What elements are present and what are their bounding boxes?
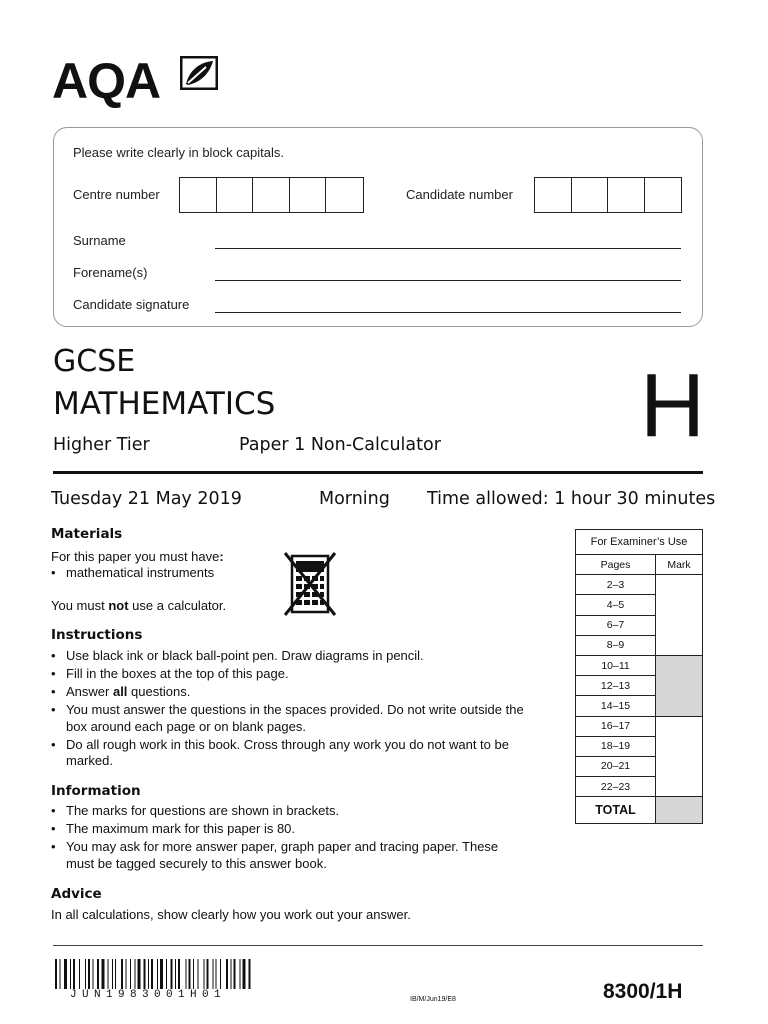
answer-all-pre: Answer: [66, 684, 113, 699]
title-divider: [53, 471, 703, 474]
materials-intro-text: For this paper you must have: [51, 549, 220, 564]
mark-cell: [656, 575, 703, 656]
list-item: • You may ask for more answer paper, graph paper and tracing paper. These must be tagged securely to this answer book.: [51, 839, 511, 872]
list-item: [51, 684, 541, 701]
barcode-bar: [240, 959, 241, 989]
centre-digit-box[interactable]: [180, 178, 217, 212]
pages-column-header: Pages: [576, 555, 656, 575]
document-reference: IB/M/Jun19/E8: [410, 996, 456, 1003]
page-range: 18–19: [576, 736, 656, 756]
page-range: 10–11: [576, 655, 656, 675]
barcode-bar: [102, 959, 105, 989]
page-range: 12–13: [576, 676, 656, 696]
barcode-bar: [189, 959, 191, 989]
exam-date: Tuesday 21 May 2019: [51, 489, 242, 509]
paper-label: Paper 1 Non-Calculator: [239, 435, 441, 455]
instructions-heading: Instructions: [51, 627, 143, 643]
barcode-bar: [97, 959, 99, 989]
page-range: 20–21: [576, 756, 656, 776]
barcode-bar: [151, 959, 153, 989]
barcode-bar: [231, 959, 232, 989]
exam-session: Morning: [319, 489, 390, 509]
barcode-bar: [85, 959, 86, 989]
barcode-bar: [198, 959, 199, 989]
list-item: • Use black ink or black ball-point pen. Draw diagrams in pencil.: [51, 648, 541, 665]
materials-heading: Materials: [51, 526, 123, 542]
barcode-bar: [60, 959, 61, 989]
materials-intro-colon: :: [219, 549, 224, 564]
time-allowed: Time allowed: 1 hour 30 minutes: [427, 489, 716, 509]
page-range: 8–9: [576, 635, 656, 655]
barcode-bar: [93, 959, 94, 989]
leaf-icon: [180, 56, 218, 90]
signature-label: Candidate signature: [73, 297, 190, 312]
qualification-title: GCSE: [53, 344, 136, 379]
candidate-digit-box[interactable]: [572, 178, 609, 212]
total-label: TOTAL: [576, 797, 656, 824]
barcode-bar: [135, 959, 136, 989]
barcode-bar: [126, 959, 127, 989]
no-calculator-icon: [283, 551, 337, 617]
answer-all-bold: all: [112, 684, 128, 699]
mark-column-header: Mark: [656, 555, 703, 575]
centre-digit-box[interactable]: [253, 178, 290, 212]
centre-number-label: Centre number: [73, 187, 160, 202]
candidate-digit-box[interactable]: [535, 178, 572, 212]
candidate-number-boxes[interactable]: [534, 177, 682, 213]
list-item: • Do all rough work in this book. Cross through any work you do not want to be marked.: [51, 737, 541, 770]
mark-cell: [656, 716, 703, 797]
barcode-bar: [157, 959, 158, 989]
barcode-bar: [243, 959, 246, 989]
answer-all-post: questions.: [127, 684, 191, 699]
barcode-bar: [88, 959, 90, 989]
candidate-digit-box[interactable]: [608, 178, 645, 212]
list-item: • Fill in the boxes at the top of this page.: [51, 666, 541, 683]
list-item: • The maximum mark for this paper is 80.: [51, 821, 511, 838]
barcode-bar: [193, 959, 194, 989]
mark-cell: [656, 655, 703, 716]
barcode-bar: [73, 959, 75, 989]
materials-list: [51, 565, 281, 583]
barcode-bar: [166, 959, 167, 989]
centre-digit-box[interactable]: [326, 178, 363, 212]
barcode: [55, 959, 317, 989]
subject-title: MATHEMATICS: [53, 386, 276, 422]
signature-line[interactable]: [215, 312, 681, 313]
barcode-bar: [148, 959, 149, 989]
page-range: 6–7: [576, 615, 656, 635]
barcode-bar: [55, 959, 57, 989]
page-range: 4–5: [576, 595, 656, 615]
candidate-digit-box[interactable]: [645, 178, 682, 212]
candidate-number-label: Candidate number: [406, 187, 513, 202]
forename-line[interactable]: [215, 280, 681, 281]
barcode-bar: [144, 959, 146, 989]
instructions-list: [51, 648, 541, 771]
examiner-table: [575, 529, 703, 824]
tier-label: Higher Tier: [53, 435, 150, 455]
advice-heading: Advice: [51, 886, 102, 902]
list-item: • The marks for questions are shown in brackets.: [51, 803, 511, 820]
list-item: • mathematical instruments: [51, 565, 281, 582]
information-heading: Information: [51, 783, 141, 799]
barcode-text: JUN1983001H01: [70, 989, 227, 1001]
barcode-bar: [216, 959, 217, 989]
barcode-bar: [226, 959, 228, 989]
surname-line[interactable]: [215, 248, 681, 249]
barcode-bar: [171, 959, 173, 989]
page-range: 14–15: [576, 696, 656, 716]
centre-digit-box[interactable]: [290, 178, 327, 212]
materials-intro: [51, 548, 224, 565]
footer-divider: [53, 945, 703, 946]
centre-digit-box[interactable]: [217, 178, 254, 212]
page-range: 22–23: [576, 777, 656, 797]
barcode-bar: [175, 959, 176, 989]
advice-text: In all calculations, show clearly how you work out your answer.: [51, 907, 411, 922]
page-range: 16–17: [576, 716, 656, 736]
barcode-bar: [220, 959, 221, 989]
barcode-bar: [207, 959, 209, 989]
barcode-bar: [178, 959, 180, 989]
examiner-table-title: For Examiner’s Use: [576, 530, 703, 555]
barcode-bar: [186, 959, 187, 989]
barcode-bar: [121, 959, 123, 989]
barcode-bar: [115, 959, 116, 989]
information-list: [51, 803, 511, 874]
barcode-bar: [138, 959, 141, 989]
no-calculator-note: [51, 597, 226, 614]
barcode-bar: [70, 959, 71, 989]
aqa-logo: AQA: [52, 53, 161, 109]
barcode-bar: [204, 959, 205, 989]
total-mark-cell: [656, 797, 703, 824]
surname-label: Surname: [73, 233, 126, 248]
forename-label: Forename(s): [73, 265, 148, 280]
barcode-bar: [79, 959, 80, 989]
barcode-bar: [160, 959, 163, 989]
calc-note-bold: not: [108, 598, 129, 613]
paper-code: 8300/1H: [603, 980, 683, 1003]
barcode-bar: [234, 959, 236, 989]
barcode-bar: [108, 959, 109, 989]
tier-letter: H: [640, 356, 705, 456]
page-range: 2–3: [576, 575, 656, 595]
barcode-bar: [213, 959, 214, 989]
barcode-bar: [249, 959, 251, 989]
centre-number-boxes[interactable]: [179, 177, 364, 213]
calc-note-pre: You must: [51, 598, 109, 613]
barcode-bar: [130, 959, 131, 989]
calc-note-post: use a calculator.: [128, 598, 227, 613]
barcode-bar: [112, 959, 113, 989]
block-capitals-instruction: Please write clearly in block capitals.: [73, 145, 284, 160]
barcode-bar: [64, 959, 67, 989]
list-item: • You must answer the questions in the spaces provided. Do not write outside the box around each page or on blank pages.: [51, 702, 541, 735]
